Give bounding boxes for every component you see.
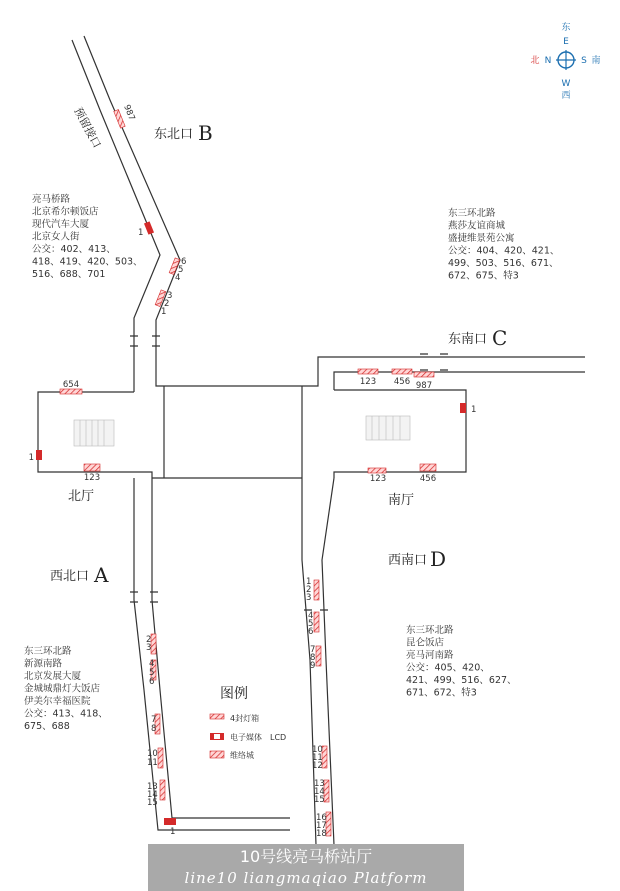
exit-c-letter: C bbox=[492, 326, 508, 350]
south-hall-label: 南厅 bbox=[388, 493, 415, 508]
lightbox-marker bbox=[358, 369, 378, 374]
station-title-cn: 10号线亮马桥站厅 bbox=[239, 847, 373, 866]
exit-a-label bbox=[50, 563, 109, 587]
exit-b-name: 东北口 bbox=[154, 127, 194, 142]
exit-b-numbers: 6 5 4 3 2 1 bbox=[161, 257, 187, 317]
exit-d-letter: D bbox=[430, 547, 447, 571]
marker-label: 1 bbox=[138, 228, 144, 238]
exit-b-info: 亮马桥路 北京希尔顿饭店 现代汽车大厦 北京女人街 公交：402、413、 418、419、420、503、 516、688、701 bbox=[32, 194, 143, 280]
compass-east-cn: 东 bbox=[561, 23, 571, 33]
marker-label: 1 bbox=[170, 827, 176, 837]
marker-label: 123 bbox=[359, 377, 377, 387]
compass-south-cn: 南 bbox=[591, 56, 601, 66]
exit-d-info: 东三环北路 昆仑饭店 亮马河南路 公交：405、420、 421、499、516、627、 671、672、特3 bbox=[406, 625, 517, 699]
lightbox-marker bbox=[368, 468, 386, 473]
marker-label: 123 bbox=[369, 474, 387, 484]
exit-c-info: 东三环北路 燕莎友谊商城 盛捷维景苑公寓 公交：404、420、421、 499、503、516、671、 672、675、特3 bbox=[448, 208, 560, 282]
exit-c-name: 东南口 bbox=[448, 332, 488, 347]
vlc-marker bbox=[84, 464, 100, 471]
lcd-marker bbox=[164, 818, 176, 825]
exit-b-label bbox=[154, 121, 213, 145]
station-title-en: line10 liangmaqiao Platform bbox=[184, 869, 428, 887]
exit-a-numbers: 2 3 4 5 6 7 8 10 11 13 14 15 bbox=[146, 635, 158, 808]
exit-b-letter: B bbox=[198, 121, 213, 145]
reserved-interface-label: 预留接口 bbox=[71, 105, 104, 151]
lightbox-marker bbox=[392, 369, 412, 374]
vlc-marker bbox=[420, 464, 436, 471]
exit-d-numbers: 1 2 3 4 5 6 7 8 9 10 11 12 13 14 15 16 17 18 bbox=[306, 577, 327, 839]
legend-item-vlc: 维络城 bbox=[230, 751, 254, 760]
legend-item-lcd: 电子媒体 LCD bbox=[230, 733, 287, 742]
marker-label: 987 bbox=[415, 381, 433, 391]
compass-south: S bbox=[581, 56, 587, 66]
marker-label: 1 bbox=[471, 405, 477, 415]
legend-lightbox-swatch bbox=[210, 714, 224, 719]
legend-vlc-swatch bbox=[210, 751, 224, 758]
lightbox-marker bbox=[160, 780, 165, 800]
compass bbox=[530, 21, 600, 101]
marker-label: 987 bbox=[121, 103, 137, 123]
legend bbox=[210, 686, 286, 760]
lcd-marker bbox=[460, 403, 466, 413]
walls bbox=[38, 36, 585, 845]
lightbox-marker bbox=[314, 580, 319, 600]
exit-a-wall-right bbox=[152, 478, 290, 818]
compass-west-cn: 西 bbox=[561, 91, 571, 101]
marker-label: 123 bbox=[83, 473, 101, 483]
compass-north-cn: 北 bbox=[530, 56, 540, 66]
exit-d-label bbox=[388, 547, 446, 571]
lightbox-marker bbox=[414, 372, 434, 377]
exit-d-name: 西南口 bbox=[388, 553, 428, 568]
exit-a-letter: A bbox=[94, 563, 109, 587]
exit-c-label bbox=[448, 326, 507, 350]
marker-label: 456 bbox=[393, 377, 411, 387]
marker-label: 1 bbox=[28, 453, 34, 463]
north-stairs bbox=[74, 420, 114, 446]
compass-east: E bbox=[563, 37, 569, 47]
legend-title: 图例 bbox=[220, 686, 248, 702]
exit-a-name: 西北口 bbox=[50, 569, 90, 584]
exit-d-markers bbox=[306, 577, 331, 839]
south-stairs bbox=[366, 416, 410, 440]
lcd-marker bbox=[144, 221, 154, 234]
compass-north: N bbox=[544, 56, 552, 66]
north-hall-label: 北厅 bbox=[68, 489, 95, 504]
legend-item-lightbox: 4封灯箱 bbox=[230, 714, 260, 723]
title-banner bbox=[148, 844, 464, 891]
exit-a-info: 东三环北路 新源南路 北京发展大厦 金城城鼎灯大饭店 伊美尔幸福医院 公交：413、418、 675、688 bbox=[24, 646, 108, 732]
lcd-marker bbox=[36, 450, 42, 460]
marker-label: 654 bbox=[62, 380, 80, 390]
compass-west: W bbox=[561, 79, 571, 89]
marker-label: 456 bbox=[419, 474, 437, 484]
